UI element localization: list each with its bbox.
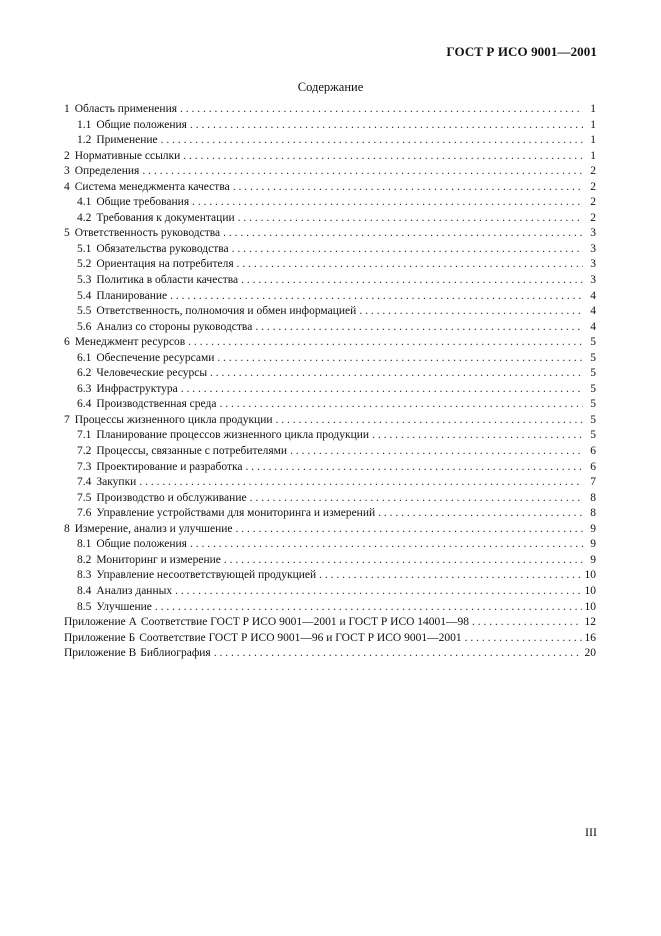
toc-entry-page: 5	[590, 429, 596, 442]
toc-entry-label: Планирование процессов жизненного цикла продукции	[96, 429, 370, 442]
toc-entry-page: 2	[590, 211, 596, 224]
toc-entry-number: 8.4	[77, 584, 92, 597]
toc-entry-page: 2	[590, 196, 596, 209]
toc-leader-dots	[233, 180, 583, 196]
toc-entry-page: 6	[590, 445, 596, 458]
toc-entry[interactable]	[64, 118, 596, 134]
toc-entry-number: 8.3	[77, 569, 92, 582]
toc-entry[interactable]	[64, 133, 596, 149]
toc-entry[interactable]	[64, 351, 596, 367]
toc-entry-label: Процессы жизненного цикла продукции	[74, 413, 273, 426]
toc-entry-label: Ориентация на потребителя	[96, 258, 234, 271]
toc-entry-page: 5	[590, 367, 596, 380]
toc-entry[interactable]	[64, 568, 596, 584]
toc-entry-page: 5	[590, 398, 596, 411]
toc-leader-dots	[241, 273, 583, 289]
toc-entry[interactable]	[64, 180, 596, 196]
toc-leader-dots	[181, 382, 583, 398]
toc-entry[interactable]	[64, 273, 596, 289]
toc-entry-number: 5.3	[77, 274, 92, 287]
toc-entry-label: Анализ данных	[96, 584, 173, 597]
toc-leader-dots	[217, 351, 583, 367]
toc-leader-dots	[236, 522, 583, 538]
toc-entry-label: Соответствие ГОСТ Р ИСО 9001—96 и ГОСТ Р ИСО 9001—2001	[139, 631, 462, 644]
toc-entry-page: 5	[590, 413, 596, 426]
toc-entry-number: 2	[64, 149, 70, 162]
toc-leader-dots	[142, 164, 583, 180]
toc-entry[interactable]	[64, 631, 596, 647]
toc-entry-page: 1	[590, 134, 596, 147]
toc-entry-label: Применение	[96, 134, 158, 147]
toc-leader-dots	[223, 226, 583, 242]
toc-entry-label: Проектирование и разработка	[96, 460, 243, 473]
toc-entry[interactable]	[64, 304, 596, 320]
toc-leader-dots	[139, 475, 583, 491]
toc-entry-page: 1	[590, 103, 596, 115]
toc-entry-page: 9	[590, 553, 596, 566]
toc-leader-dots	[372, 428, 583, 444]
toc-entry-page: 20	[584, 647, 596, 660]
toc-entry-page: 9	[590, 538, 596, 551]
toc-entry-number: 7.2	[77, 445, 92, 458]
toc-entry[interactable]	[64, 242, 596, 258]
toc-leader-dots	[210, 366, 583, 382]
toc-leader-dots	[319, 568, 581, 584]
toc-entry-label: Нормативные ссылки	[74, 149, 181, 162]
toc-entry[interactable]	[64, 646, 596, 662]
toc-entry-page: 3	[590, 242, 596, 255]
toc-entry[interactable]	[64, 149, 596, 165]
toc-entry[interactable]	[64, 444, 596, 460]
toc-entry[interactable]	[64, 195, 596, 211]
toc-entry-number: 6.1	[77, 351, 92, 364]
toc-leader-dots	[245, 460, 583, 476]
toc-leader-dots	[465, 631, 582, 647]
toc-entry-page: 8	[590, 491, 596, 504]
toc-entry-label: Область применения	[74, 103, 178, 115]
toc-entry[interactable]	[64, 428, 596, 444]
toc-entry-label: Требования к документации	[96, 211, 235, 224]
toc-entry[interactable]	[64, 460, 596, 476]
toc-entry-number: 1.1	[77, 118, 92, 131]
toc-leader-dots	[180, 102, 583, 118]
toc-entry-label: Общие требования	[96, 196, 190, 209]
toc-entry-page: 16	[584, 631, 596, 644]
toc-entry[interactable]	[64, 366, 596, 382]
toc-leader-dots	[237, 257, 583, 273]
toc-leader-dots	[214, 646, 582, 662]
toc-entry-page: 5	[590, 351, 596, 364]
toc-leader-dots	[250, 491, 583, 507]
toc-entry-label: Человеческие ресурсы	[96, 367, 208, 380]
toc-entry-page: 5	[590, 382, 596, 395]
toc-entry[interactable]	[64, 537, 596, 553]
toc-entry-label: Процессы, связанные с потребителями	[96, 445, 288, 458]
toc-entry[interactable]	[64, 553, 596, 569]
toc-entry-label: Закупки	[96, 476, 137, 489]
toc-leader-dots	[378, 506, 583, 522]
toc-entry[interactable]	[64, 522, 596, 538]
toc-leader-dots	[276, 413, 583, 429]
toc-entry-number: 6.3	[77, 382, 92, 395]
toc-leader-dots	[175, 584, 581, 600]
toc-entry-label: Библиография	[140, 647, 211, 660]
toc-entry-label: Ответственность, полномочия и обмен информацией	[96, 305, 357, 318]
toc-entry-number: 7.1	[77, 429, 92, 442]
toc-entry-page: 3	[590, 258, 596, 271]
toc-leader-dots	[359, 304, 583, 320]
toc-leader-dots	[183, 149, 583, 165]
toc-entry-number: Приложение Б	[64, 631, 136, 644]
toc-entry-number: 5.1	[77, 242, 92, 255]
toc-leader-dots	[155, 600, 582, 616]
toc-entry[interactable]	[64, 397, 596, 413]
toc-entry-page: 1	[590, 149, 596, 162]
toc-entry-number: 4.2	[77, 211, 92, 224]
toc-entry-number: 6	[64, 336, 70, 349]
toc-entry-number: 4.1	[77, 196, 92, 209]
toc-leader-dots	[192, 195, 583, 211]
toc-entry[interactable]	[64, 164, 596, 180]
toc-entry-label: Производственная среда	[96, 398, 217, 411]
toc-entry[interactable]	[64, 257, 596, 273]
toc-leader-dots	[232, 242, 583, 258]
toc-entry-label: Ответственность руководства	[74, 227, 221, 240]
toc-entry-number: 6.2	[77, 367, 92, 380]
toc-entry-number: 5	[64, 227, 70, 240]
toc-entry-number: 5.6	[77, 320, 92, 333]
toc-entry-number: 3	[64, 165, 70, 178]
toc-leader-dots	[190, 537, 583, 553]
toc-entry-number: 1.2	[77, 134, 92, 147]
toc-entry-page: 7	[590, 476, 596, 489]
toc-entry-page: 8	[590, 507, 596, 520]
toc-entry-label: Соответствие ГОСТ Р ИСО 9001—2001 и ГОСТ Р ИСО 14001—98	[140, 616, 470, 629]
toc-entry-label: Общие положения	[96, 118, 187, 131]
toc-entry-number: 8.5	[77, 600, 92, 613]
document-id-header: ГОСТ Р ИСО 9001—2001	[446, 44, 597, 59]
toc-entry[interactable]	[64, 102, 596, 118]
toc-entry-number: 8.1	[77, 538, 92, 551]
toc-entry-label: Улучшение	[96, 600, 152, 613]
toc-entry-label: Мониторинг и измерение	[96, 553, 221, 566]
toc-entry[interactable]	[64, 211, 596, 227]
toc-entry-number: 7	[64, 413, 70, 426]
toc-entry-number: 5.2	[77, 258, 92, 271]
toc-entry-number: 6.4	[77, 398, 92, 411]
toc-entry-number: 5.5	[77, 305, 92, 318]
toc-entry[interactable]	[64, 382, 596, 398]
page-number: III	[585, 825, 597, 839]
toc-entry-page: 2	[590, 165, 596, 178]
toc-entry-number: 8	[64, 522, 70, 535]
toc-entry-label: Управление несоответствующей продукцией	[96, 569, 317, 582]
toc-entry-label: Производство и обслуживание	[96, 491, 247, 504]
toc-entry-number: 7.4	[77, 476, 92, 489]
toc-entry-label: Обеспечение ресурсами	[96, 351, 215, 364]
toc-entry-label: Инфраструктура	[96, 382, 178, 395]
toc-entry[interactable]	[64, 320, 596, 336]
toc-entry[interactable]	[64, 615, 596, 631]
toc-entry-label: Политика в области качества	[96, 274, 239, 287]
toc-entry-number: 4	[64, 180, 70, 193]
toc-leader-dots	[190, 118, 583, 134]
toc-leader-dots	[170, 289, 583, 305]
toc-leader-dots	[472, 615, 581, 631]
toc-entry-label: Система менеджмента качества	[74, 180, 230, 193]
toc-entry-number: 7.3	[77, 460, 92, 473]
toc-entry-label: Менеджмент ресурсов	[74, 336, 186, 349]
toc-entry-label: Анализ со стороны руководства	[96, 320, 253, 333]
toc-entry-page: 4	[590, 320, 596, 333]
toc-entry-page: 6	[590, 460, 596, 473]
toc-entry-number: 8.2	[77, 553, 92, 566]
toc-entry-page: 3	[590, 274, 596, 287]
toc-entry[interactable]	[64, 506, 596, 522]
toc-entry-number: 7.5	[77, 491, 92, 504]
toc-leader-dots	[255, 320, 583, 336]
toc-entry-label: Обязательства руководства	[96, 242, 229, 255]
toc-entry-number: 7.6	[77, 507, 92, 520]
toc-entry-label: Определения	[74, 165, 140, 178]
toc-leader-dots	[219, 397, 583, 413]
toc-entry-page: 4	[590, 289, 596, 302]
toc-entry-page: 4	[590, 305, 596, 318]
toc-entry[interactable]	[64, 413, 596, 429]
toc-entry[interactable]	[64, 226, 596, 242]
toc-leader-dots	[161, 133, 583, 149]
toc-entry[interactable]	[64, 475, 596, 491]
toc-entry-number: Приложение В	[64, 647, 137, 660]
toc-entry[interactable]	[64, 289, 596, 305]
toc-leader-dots	[290, 444, 583, 460]
toc-leader-dots	[188, 335, 583, 351]
toc-entry-page: 5	[590, 336, 596, 349]
toc-entry-label: Общие положения	[96, 538, 187, 551]
toc-entry-number: Приложение А	[64, 616, 137, 629]
toc-entry[interactable]	[64, 491, 596, 507]
page-title: Содержание	[297, 80, 364, 94]
toc-entry-page: 12	[584, 616, 596, 629]
toc-entry-page: 1	[590, 118, 596, 131]
toc-entry-page: 10	[584, 584, 596, 597]
toc-entry-number: 5.4	[77, 289, 92, 302]
toc-entry-page: 10	[584, 600, 596, 613]
toc-leader-dots	[224, 553, 583, 569]
toc-entry-page: 10	[584, 569, 596, 582]
toc-entry-label: Управление устройствами для мониторинга и измерений	[96, 507, 376, 520]
toc-entry-page: 9	[590, 522, 596, 535]
toc-entry-page: 2	[590, 180, 596, 193]
toc-entry-label: Планирование	[96, 289, 168, 302]
toc-entry[interactable]	[64, 584, 596, 600]
toc-entry-number: 1	[64, 103, 70, 115]
table-of-contents	[64, 102, 596, 662]
toc-entry[interactable]	[64, 600, 596, 616]
toc-entry-label: Измерение, анализ и улучшение	[74, 522, 233, 535]
toc-entry-page: 3	[590, 227, 596, 240]
toc-leader-dots	[238, 211, 583, 227]
toc-entry[interactable]	[64, 335, 596, 351]
